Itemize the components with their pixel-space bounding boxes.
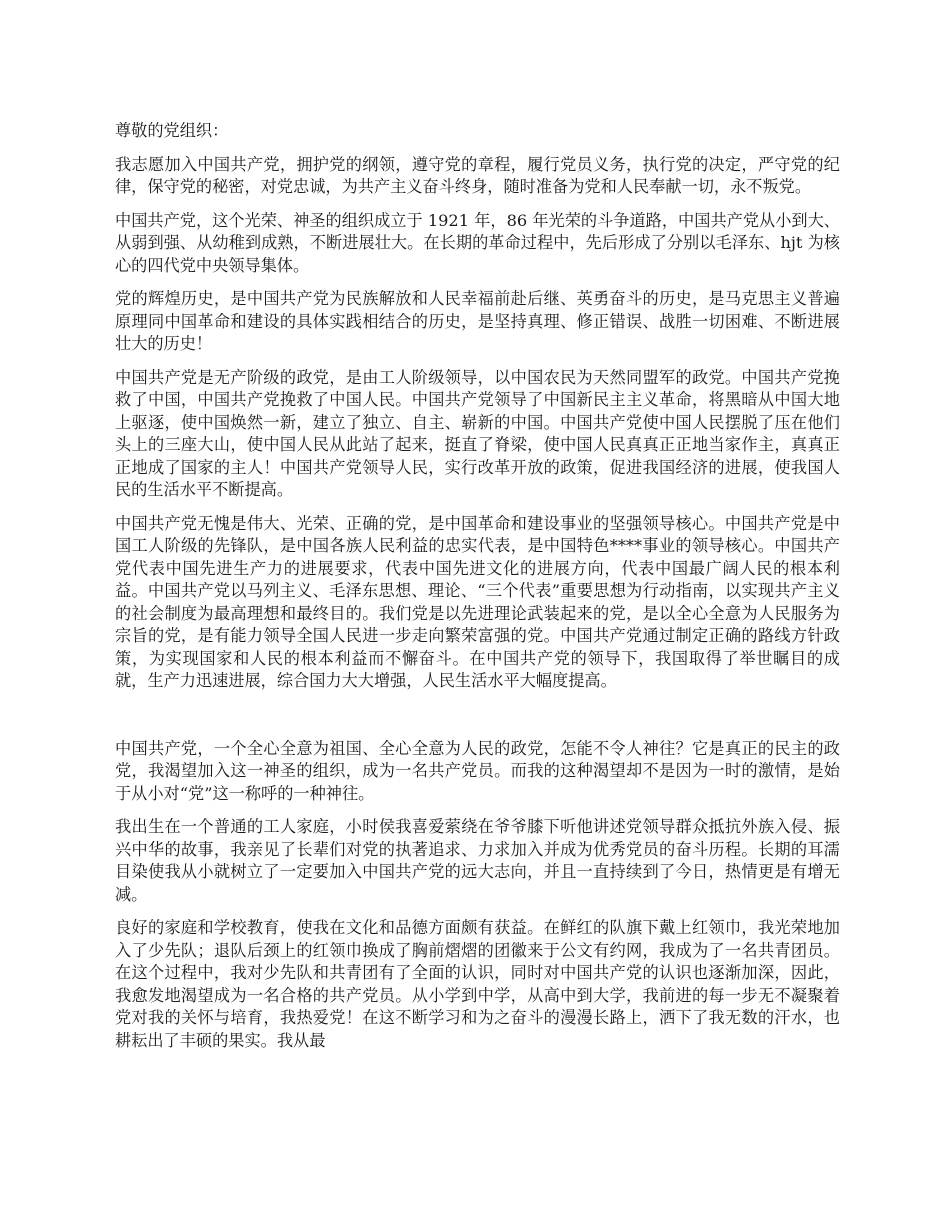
salutation: 尊敬的党组织： (115, 121, 229, 140)
paragraph-gap (115, 704, 840, 738)
paragraph-oath: 我志愿加入中国共产党，拥护党的纲领，遵守党的章程，履行党员义务，执行党的决定，严守党的纪律，保守党的秘密，对党忠诚，为共产主义奋斗终身，随时准备为党和人民奉献一切，永不叛党。 (115, 154, 840, 196)
paragraph-party-core: 中国共产党无愧是伟大、光荣、正确的党，是中国革命和建设事业的坚强领导核心。中国共产党是中国工人阶级的先锋队，是中国各族人民利益的忠实代表，是中国特色****事业的领导核心。中国共产党代表中国先进生产力的进展要求，代表中国先进文化的进展方向，代表中国最广阔人民的根本利益。中国共产党以马列主义、毛泽东思想、理论、“三个代表”重要思想为行动指南，以实现共产主义的社会制度为最高理想和最终目的。我们党是以先进理论武装起来的党，是以全心全意为人民服务为宗旨的党，是有能力领导全国人民进一步走向繁荣富强的党。中国共产党通过制定正确的路线方针政策，为实现国家和人民的根本利益而不懈奋斗。在中国共产党的领导下，我国取得了举世瞩目的成就，生产力迅速进展，综合国力大大增强，人民生活水平大幅度提高。 (115, 513, 840, 690)
paragraph-party-nature: 中国共产党是无产阶级的政党，是由工人阶级领导，以中国农民为天然同盟军的政党。中国共产党挽救了中国，中国共产党挽救了中国人民。中国共产党领导了中国新民主主义革命，将黑暗从中国大地上驱逐，使中国焕然一新，建立了独立、自主、崭新的中国。中国共产党使中国人民摆脱了压在他们头上的三座大山，使中国人民从此站了起来，挺直了脊梁，使中国人民真真正正地当家作主，真真正正地成了国家的主人！中国共产党领导人民，实行改革开放的政策，促进我国经济的进展，使我国人民的生活水平不断提高。 (115, 367, 840, 499)
paragraph-family: 我出生在一个普通的工人家庭，小时侯我喜爱萦绕在爷爷膝下听他讲述党领导群众抵抗外族入侵、振兴中华的故事，我亲见了长辈们对党的执著追求、力求加入并成为优秀党员的奋斗历程。长期的耳濡目染使我从小就树立了一定要加入中国共产党的远大志向，并且一直持续到了今日，热情更是有增无减。 (115, 817, 840, 904)
paragraph-aspiration: 中国共产党，一个全心全意为祖国、全心全意为人民的政党，怎能不令人神往？它是真正的民主的政党，我渴望加入这一神圣的组织，成为一名共产党员。而我的这种渴望却不是因为一时的激情，是始于从小对“党”这一称呼的一种神往。 (115, 738, 840, 803)
letter-body (115, 120, 840, 1063)
paragraph-education: 良好的家庭和学校教育，使我在文化和品德方面颇有获益。在鲜红的队旗下戴上红领巾，我光荣地加入了少先队；退队后颈上的红领巾换成了胸前熠熠的团徽来于公文有约网，我成为了一名共青团员。在这个过程中，我对少先队和共青团有了全面的认识，同时对中国共产党的认识也逐渐加深，因此，我愈发地渴望成为一名合格的共产党员。从小学到中学，从高中到大学，我前进的每一步无不凝聚着党对我的关怀与培育，我热爱党！在这不断学习和为之奋斗的漫漫长路上，洒下了我无数的汗水，也耕耘出了丰硕的果实。我从最 (115, 918, 840, 1050)
paragraph-party-founding: 中国共产党，这个光荣、神圣的组织成立于 1921 年，86 年光荣的斗争道路，中国共产党从小到大、从弱到强、从幼稚到成熟，不断进展壮大。在长期的革命过程中，先后形成了分别以毛泽东、hjt 为核心的四代党中央领导集体。 (115, 210, 840, 275)
paragraph-party-history: 党的辉煌历史，是中国共产党为民族解放和人民幸福前赴后继、英勇奋斗的历史，是马克思主义普遍原理同中国革命和建设的具体实践相结合的历史，是坚持真理、修正错误、战胜一切困难、不断进展壮大的历史！ (115, 289, 840, 353)
